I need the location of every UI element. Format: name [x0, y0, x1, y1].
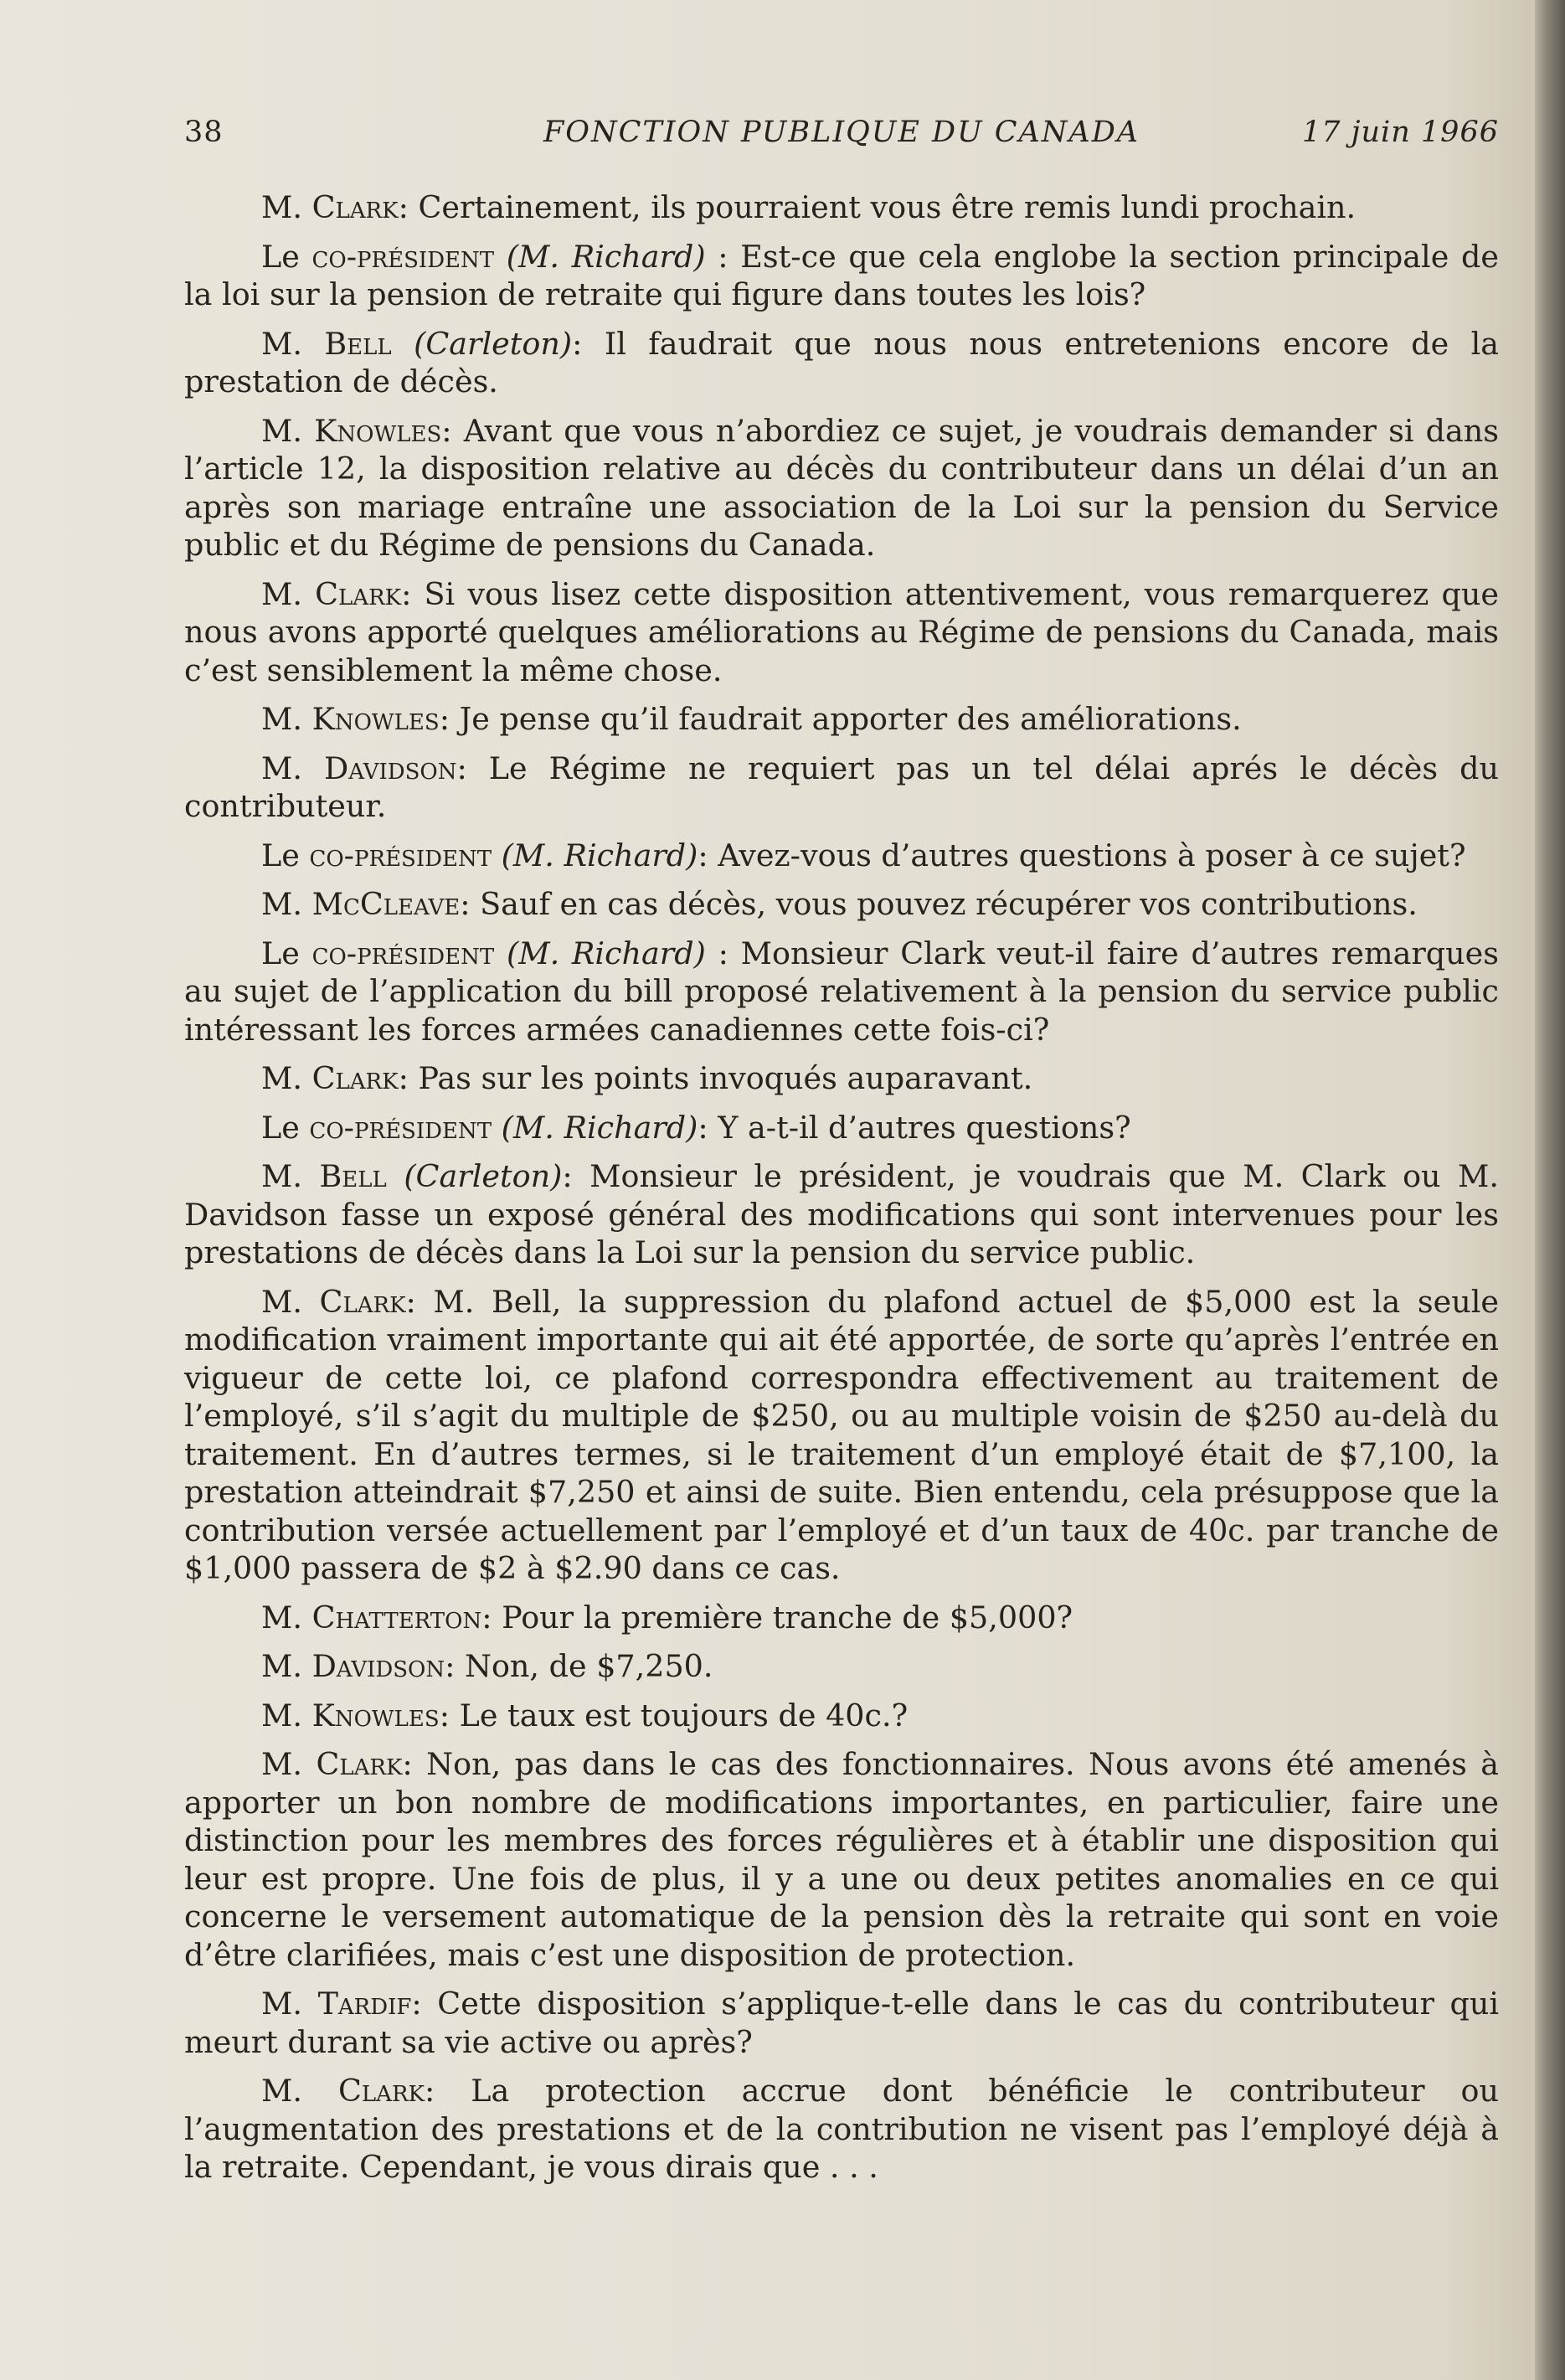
speaker-separator: :: [441, 412, 464, 449]
speech-text: M. Bell, la suppression du plafond actuel de $5,000 est la seule modification vraiment importante qui ait été apportée, de sorte qu’après l’entrée en vigueur de cette loi, ce plafond correspondra effectivement au traitement de l’employé, s’il s’agit du multiple de $250, ou au multiple voisin de $250 au-delà du traitement. En d’autres termes, si le traitement d’un employé était de $7,100, la prestation atteindrait $7,250 et ainsi de suite. Bien entendu, cela présuppose que la contribution versée actuellement par l’employé et d’un taux de 40c. par tranche de $1,000 passera de $2 à $2.90 dans ce cas.: [184, 1283, 1500, 1586]
speaker-name: co-président: [309, 837, 492, 873]
speaker-aside: (M. Richard): [501, 1109, 698, 1146]
speaker-separator: :: [424, 2073, 471, 2109]
speaker-aside: (Carleton): [404, 1158, 563, 1194]
speaker-name: Clark: [311, 1060, 399, 1096]
speech-text: Non, pas dans le cas des fonctionnaires. Nous avons été amenés à apporter un bon nombre de modifications importantes, en particulier, faire une distinction pour les membres des forces régulières et à établir une disposition qui leur est propre. Une fois de plus, il y a une ou deux petites anomalies en ce qui concerne le versement automatique de la pension dès la retraite qui sont en voie d’être clarifiées, mais c’est une disposition de protection.: [184, 1746, 1500, 1973]
speaker-prefix: M.: [261, 1599, 312, 1636]
speaker-prefix: M.: [261, 750, 324, 786]
speaker-prefix: M.: [261, 575, 316, 612]
speaker-name: Clark: [319, 1283, 406, 1320]
transcript-paragraph: [184, 1599, 1499, 1637]
speaker-name: Chatterton: [311, 1599, 482, 1636]
speaker-separator: :: [698, 837, 718, 873]
speaker-aside: (M. Richard): [506, 238, 706, 275]
transcript-paragraph: [184, 935, 1499, 1049]
speaker-name: Clark: [315, 575, 402, 612]
transcript-paragraph: [184, 1647, 1499, 1686]
transcript-paragraph: [184, 885, 1499, 924]
speaker-prefix: M.: [261, 1283, 320, 1320]
transcript-paragraph: [184, 1109, 1499, 1147]
speaker-separator: :: [398, 189, 419, 225]
speaker-separator: :: [402, 1746, 427, 1782]
page-number: 38: [184, 116, 224, 149]
speaker-aside: (Carleton): [414, 325, 573, 362]
speech-text: Pour la première tranche de $5,000?: [502, 1599, 1073, 1636]
speech-text: Il faudrait que nous nous entretenions encore de la prestation de décès.: [184, 325, 1500, 399]
speaker-prefix: M.: [261, 1158, 320, 1194]
transcript-paragraph: [184, 1985, 1499, 2061]
speaker-aside: (M. Richard): [501, 837, 698, 873]
speaker-name: Bell: [324, 325, 392, 362]
transcript-paragraph: [184, 1745, 1499, 1974]
speaker-name: Knowles: [311, 701, 440, 737]
speaker-prefix: Le: [261, 1109, 310, 1146]
speaker-prefix: M.: [261, 1986, 318, 2022]
transcript-paragraph: [184, 1059, 1499, 1098]
speech-text: Avez-vous d’autres questions à poser à ce sujet?: [718, 837, 1466, 873]
transcript-paragraph: [184, 238, 1499, 314]
speech-text: Si vous lisez cette disposition attentivement, vous remarquerez que nous avons apporté quelques améliorations au Régime de pensions du Canada, mais c’est sensiblement la même chose.: [184, 575, 1499, 688]
speaker-separator: :: [411, 1986, 438, 2022]
speaker-name: McCleave: [311, 886, 461, 922]
speaker-prefix: Le: [261, 935, 312, 971]
speaker-prefix: Le: [261, 837, 310, 873]
speaker-prefix: M.: [261, 1060, 312, 1096]
speaker-separator: :: [705, 935, 741, 971]
speaker-prefix: M.: [261, 886, 312, 922]
speaker-prefix: M.: [261, 412, 315, 449]
transcript-paragraph: [184, 700, 1499, 739]
speech-text: Le taux est toujours de 40c.?: [459, 1697, 909, 1733]
transcript-paragraph: [184, 412, 1499, 564]
speech-text: Monsieur le président, je voudrais que M. Clark ou M. Davidson fasse un exposé général des modifications qui sont intervenues pour les prestations de décès dans la Loi sur la pension du service public.: [184, 1158, 1500, 1270]
speaker-prefix: M.: [261, 1648, 312, 1684]
speaker-name: Tardif: [317, 1986, 412, 2022]
transcript-paragraph: [184, 1283, 1499, 1588]
speaker-separator: :: [698, 1109, 718, 1146]
transcript-paragraph: [184, 1157, 1499, 1272]
speaker-name: Clark: [311, 189, 399, 225]
speaker-separator: :: [439, 701, 460, 737]
page-edge-shadow: [1535, 0, 1565, 2380]
speaker-name: Clark: [337, 2073, 425, 2109]
speaker-prefix: M.: [261, 701, 312, 737]
speaker-separator: :: [445, 1648, 465, 1684]
speech-text: La protection accrue dont bénéficie le contributeur ou l’augmentation des prestations et de la contribution ne visent pas l’employé déjà à la retraite. Cependant, je vous dirais que . . .: [184, 2073, 1499, 2185]
speaker-name: Knowles: [314, 412, 442, 449]
speaker-separator: :: [481, 1599, 502, 1636]
speaker-prefix: M.: [261, 325, 325, 362]
speech-text: Non, de $7,250.: [465, 1648, 713, 1684]
transcript-paragraph: [184, 837, 1499, 875]
speaker-name: Davidson: [323, 750, 457, 786]
speech-text: Monsieur Clark veut-il faire d’autres remarques au sujet de l’application du bill proposé relativement à la pension du service public intéressant les forces armées canadiennes cette fois-ci?: [184, 935, 1499, 1048]
speaker-prefix: M.: [261, 2073, 338, 2109]
header-date: 17 juin 1966: [1302, 116, 1499, 149]
speaker-separator: :: [405, 1283, 434, 1320]
speaker-separator: :: [401, 575, 425, 612]
speaker-prefix: M.: [261, 189, 312, 225]
speech-text: Le Régime ne requiert pas un tel délai aprés le décès du contributeur.: [184, 750, 1500, 824]
speech-text: Cette disposition s’applique-t-elle dans le cas du contributeur qui meurt durant sa vie active ou après?: [184, 1986, 1500, 2060]
speaker-separator: :: [572, 325, 605, 362]
transcript-paragraph: [184, 575, 1499, 690]
speaker-prefix: M.: [261, 1746, 317, 1782]
speech-text: Sauf en cas décès, vous pouvez récupérer vos contributions.: [480, 886, 1418, 922]
speaker-separator: :: [456, 750, 489, 786]
speaker-name: Davidson: [311, 1648, 445, 1684]
transcript-paragraph: [184, 2072, 1499, 2187]
speech-text: Est-ce que cela englobe la section principale de la loi sur la pension de retraite qui figure dans toutes les lois?: [184, 238, 1499, 312]
speaker-name: co-président: [311, 935, 495, 971]
speech-text: Pas sur les points invoqués auparavant.: [418, 1060, 1033, 1096]
speaker-prefix: Le: [261, 238, 312, 275]
transcript-body: [184, 188, 1499, 2197]
speaker-separator: :: [562, 1158, 590, 1194]
running-title: FONCTION PUBLIQUE DU CANADA: [543, 116, 1140, 149]
speaker-separator: :: [705, 238, 741, 275]
transcript-paragraph: [184, 188, 1499, 227]
speaker-separator: :: [439, 1697, 460, 1733]
speaker-name: co-président: [311, 238, 495, 275]
transcript-paragraph: [184, 750, 1499, 826]
speaker-prefix: M.: [261, 1697, 312, 1733]
speech-text: Avant que vous n’abordiez ce sujet, je voudrais demander si dans l’article 12, la disposition relative au décès du contributeur dans un délai d’un an après son mariage entraîne une association de la Loi sur la pension du Service public et du Régime de pensions du Canada.: [184, 412, 1500, 563]
speaker-aside: (M. Richard): [506, 935, 706, 971]
speaker-name: Knowles: [311, 1697, 440, 1733]
speaker-name: Bell: [319, 1158, 387, 1194]
speech-text: Y a-t-il d’autres questions?: [718, 1109, 1131, 1146]
speech-text: Certainement, ils pourraient vous être remis lundi prochain.: [418, 189, 1357, 225]
speaker-name: co-président: [309, 1109, 492, 1146]
speaker-separator: :: [460, 886, 481, 922]
speaker-separator: :: [398, 1060, 419, 1096]
speech-text: Je pense qu’il faudrait apporter des améliorations.: [459, 701, 1242, 737]
speaker-name: Clark: [316, 1746, 403, 1782]
transcript-paragraph: [184, 325, 1499, 401]
transcript-paragraph: [184, 1697, 1499, 1735]
